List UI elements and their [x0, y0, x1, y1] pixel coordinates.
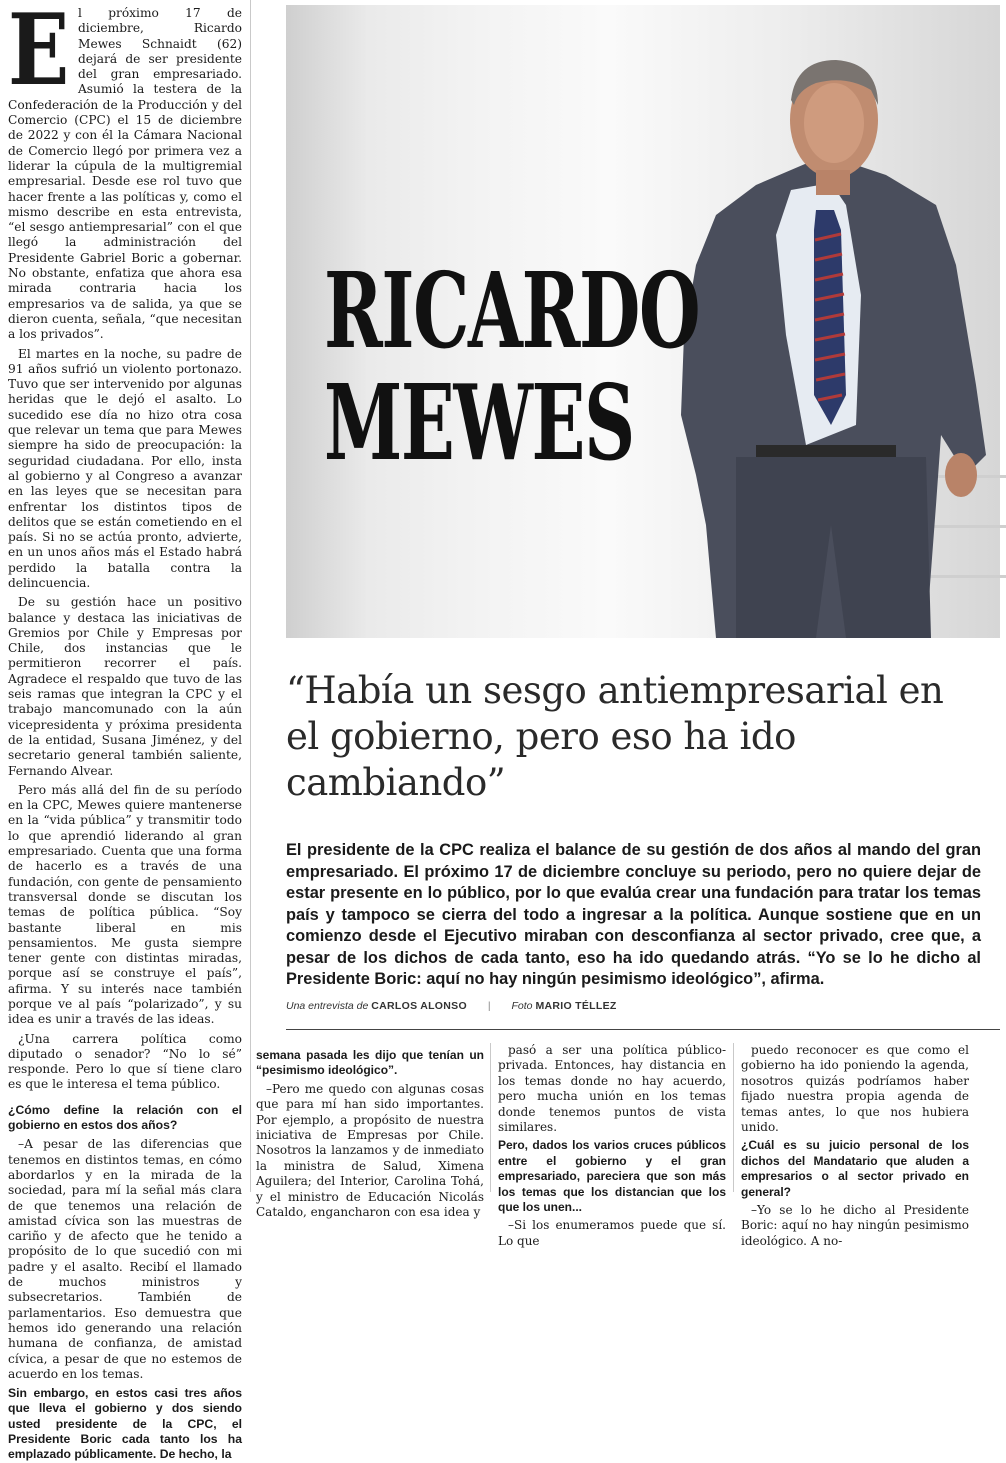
headline-last-name: MEWES	[324, 361, 634, 484]
interview-question: Pero, dados los varios cruces públicos entre el gobierno y el gran empresariado, pareciera que son más los temas que los distancian que los que los unen...	[498, 1138, 726, 1215]
photographer-name: MARIO TÉLLEZ	[535, 1000, 617, 1012]
interview-question-continued: semana pasada les dijo que tenían un “pesimismo ideológico”.	[256, 1048, 484, 1078]
column-divider	[490, 1043, 491, 1192]
column-divider	[733, 1043, 734, 1192]
left-article-column	[8, 0, 242, 1462]
headline-first-name: RICARDO	[324, 249, 700, 372]
byline-separator: |	[487, 1000, 491, 1012]
paragraph: ¿Una carrera política como diputado o senador? “No lo sé” responde. Pero lo que sí tiene claro es que le interesa el tema público.	[8, 1031, 242, 1092]
paragraph: Pero más allá del fin de su período en la CPC, Mewes quiere mantenerse en la “vida pública” y transmitir todo lo que aprendió liderando al gran empresariado. Cuenta que una forma de hacerlo es a través de una fundación, con gente de pensamiento transversal donde se discutan los temas de política pública. “Soy bastante liberal en mis pensamientos. Me gusta siempre tener gente con distintas miradas, porque así se construye el país”, afirma. Y su interés nace también porque ve al país “polarizado”, y su idea es unir a través de las ideas.	[8, 782, 242, 1027]
column-divider	[250, 0, 251, 1192]
interview-answer: –A pesar de las diferencias que tenemos en distintos temas, en cómo abordarlos y en la mirada de la sociedad, para mí la señal más clara de que tenemos una relación de amistad cívica son las muestras de cariño y de afecto que he tenido a propósito de lo que sucedió con mi padre y el asalto. Recibí el llamado de muchos ministros y subsecretarios. También de parlamentarios. Eso demuestra que hemos ido generando una relación humana de confianza, de amistad cívica, a pesar de que no estemos de acuerdo en los temas.	[8, 1137, 242, 1381]
interview-answer: –Pero me quedo con algunas cosas que para mí han sido importantes. Por ejemplo, a propósito de nuestra iniciativa de Empresas por Chile. Nosotros la lanzamos y de inmediato la ministra de Salud, Ximena Aguilera; del Interior, Carolina Tohá, y el ministro de Educación Nicolás Cataldo, engancharon con esa idea y	[256, 1081, 484, 1220]
interview-answer: –Yo se lo he dicho al Presidente Boric: aquí no hay ningún pesimismo ideológico. A no-	[741, 1203, 969, 1248]
interview-question: ¿Cuál es su juicio personal de los dichos del Mandatario que aluden a empresarios o al sector privado en general?	[741, 1138, 969, 1199]
interview-answer: –Si los enumeramos puede que sí. Lo que	[498, 1218, 726, 1248]
byline	[286, 1000, 986, 1012]
paragraph: El martes en la noche, su padre de 91 años sufrió un violento portonazo. Tuvo que ser intervenido por algunas heridas que le dejó el asalto. Lo sucedido ese día no hizo otra cosa que relevar un tema que para Mewes siempre ha sido de preocupación: la seguridad ciudadana. Por ello, insta al gobierno y al Congreso a avanzar en las leyes que se necesitan para enfrentar los distintos tipos de delitos que se están cometiendo en el país. Si no se actúa pronto, advierte, en un unos años más el Estado habrá perdido la batalla contra la delincuencia.	[8, 346, 242, 590]
opening-paragraph	[8, 0, 242, 343]
interview-label: Una entrevista de	[286, 1000, 369, 1012]
interviewer-name: CARLOS ALONSO	[371, 1000, 467, 1012]
bottom-column-1	[256, 1048, 484, 1220]
drop-cap: E	[8, 0, 70, 108]
interview-question: Sin embargo, en estos casi tres años que lleva el gobierno y dos siendo usted presidente de la CPC, el Presidente Boric cada tanto los ha emplazado públicamente. De hecho, la	[8, 1386, 242, 1462]
section-rule	[286, 1029, 1000, 1030]
paragraph: pasó a ser una política público-privada. Entonces, hay distancia en los temas donde no hay acuerdo, pero mucha unión en los temas donde tenemos puntos de vista similares.	[498, 1043, 726, 1135]
headline-name	[324, 249, 700, 484]
photo-label: Foto	[511, 1000, 533, 1012]
lead-paragraph: El presidente de la CPC realiza el balance de su gestión de dos años al mando del gran empresariado. El próximo 17 de diciembre concluye su periodo, pero no quiere dejar de estar presente en lo público, por lo que evalúa crear una fundación para tratar los temas país y tampoco se cierra del todo a ingresar a la política. Aunque sostiene que en un comienzo desde el Ejecutivo miraban con desconfianza al sector privado, cree que, a pesar de los dichos de cada tanto, eso ha ido quedando atrás. “Yo se lo he dicho al Presidente Boric: aquí no hay ningún pesimismo ideológico”, afirma.	[286, 841, 981, 988]
interview-question: ¿Cómo define la relación con el gobierno en estos dos años?	[8, 1102, 242, 1133]
bottom-column-3	[741, 1043, 969, 1248]
paragraph: De su gestión hace un positivo balance y destaca las iniciativas de Gremios por Chile y Empresas por Chile, dos instancias que le permitieron recorrer el país. Agradece el respaldo que tuvo de las seis ramas que integran la CPC y el trabajo mancomunado con la aún vicepresidenta y próxima presidenta de la entidad, Susana Jiménez, y del secretario general también saliente, Fernando Alvear.	[8, 595, 242, 778]
paragraph: puedo reconocer es que como el gobierno ha ido poniendo la agenda, nosotros quizás podríamos haber fijado nuestra propia agenda de temas antes, lo que nos hubiera unido.	[741, 1043, 969, 1135]
bottom-column-2	[498, 1043, 726, 1248]
opening-text: l próximo 17 de diciembre, Ricardo Mewes Schnaidt (62) dejará de ser presidente del gran empresariado. Asumió la testera de la Confederación de la Producción y del Comercio (CPC) el 15 de diciembre de 2022 y con él la Cámara Nacional de Comercio llegó por primera vez a liderar la cúpula de la multigremial empresarial. Desde ese rol tuvo que hacer frente a las políticas y, como el mismo describe en esta entrevista, “el sesgo antiempresarial” con el que llegó la administración del Presidente Gabriel Boric a gobernar. No obstante, enfatiza que ahora esa mirada contraria hacia los empresarios va de salida, ya que se dieron cuenta, señala, “que necesitan a los privados”.	[8, 6, 242, 342]
pull-quote: “Había un sesgo antiempresarial en el gobierno, pero eso ha ido cambiando”	[286, 669, 944, 804]
